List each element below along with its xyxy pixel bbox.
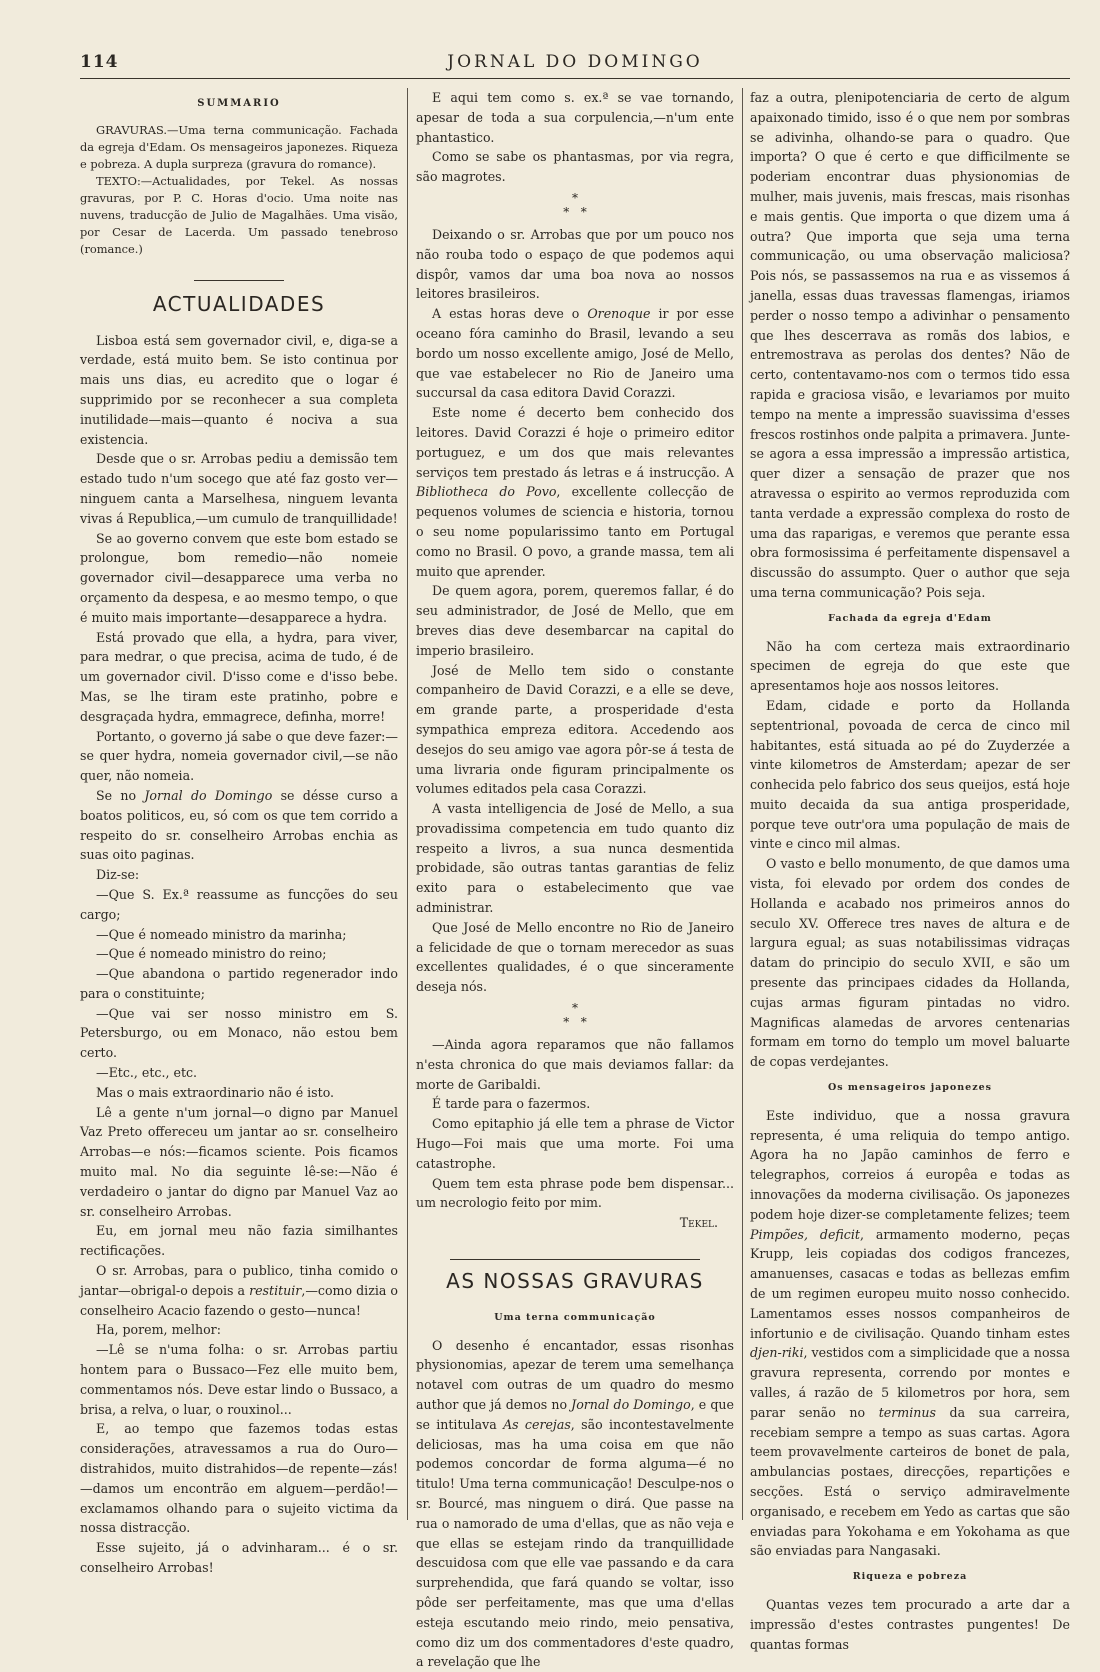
summary-gravuras: GRAVURAS.—Uma terna communicação. Fachada da egreja d'Edam. Os mensageiros japonezes. Riqueza e pobreza. A dupla surpreza (gravura do romance). xyxy=(80,122,398,171)
paragraph: Ha, porem, melhor: xyxy=(96,1322,221,1338)
paragraph: José de Mello tem sido o constante companheiro de David Corazzi, e a elle se deve, em grande parte, a prosperidade d'esta sympathica empreza editora. Accedendo aos desejos do seu amigo vae agora pôr-se á testa de uma livraria onde figuram principalmente os volumes editados pela casa Corazzi. xyxy=(416,662,734,797)
paragraph: De quem agora, porem, queremos fallar, é do seu administrador, de José de Mello, que em breves dias deve desembarcar na capital do imperio brasileiro. xyxy=(416,583,734,658)
page-header xyxy=(80,48,1070,76)
mensageiros-title: Os mensageiros japonezes xyxy=(827,1082,993,1094)
paragraph: Como se sabe os phantasmas, por via regra, são magrotes. xyxy=(416,149,734,185)
column-3 xyxy=(750,88,1070,1654)
riqueza-title: Riqueza e pobreza xyxy=(852,1571,968,1583)
paragraph: Se ao governo convem que este bom estado se prolongue, bom remedio—não nomeie governador civil—desapparece uma verba no orçamento da despesa, e ao mesmo tempo, o que é muito mais importante—desapparece a hydra. xyxy=(80,530,398,625)
paragraph: Portanto, o governo já sabe o que deve fazer:—se quer hydra, nomeia governador civil,—se não quer, não nomeia. xyxy=(80,728,398,784)
paragraph: Se no Jornal do Domingo se désse curso a boatos politicos, eu, só com os que tem corrido a respeito do sr. conselheiro Arrobas enchia as suas oito paginas. xyxy=(80,787,399,863)
paragraph: Edam, cidade e porto da Hollanda septentrional, povoada de cerca de cinco mil habitantes, está situada ao pé do Zuyderzée a vinte kilometros de Amsterdam; apezar de ser conhecida pelo fabrico dos seus queijos, está hoje muito decaida da sua antiga prosperidade, porque teve outr'ora uma população de mais de vinte e cinco mil almas. xyxy=(750,697,1070,852)
journal-title: JORNAL DO DOMINGO xyxy=(447,52,703,72)
paragraph: —Que é nomeado ministro do reino; xyxy=(96,946,327,962)
summary-texto: TEXTO:—Actualidades, por Tekel. As nossas gravuras, por P. C. Horas d'ocio. Uma noite nas nuvens, traducção de Julio de Magalhães. Uma visão, por Cesar de Lacerda. Um passado tenebroso (romance.) xyxy=(80,173,398,256)
actualidades-title: ACTUALIDADES xyxy=(152,291,326,316)
paragraph: Está provado que ella, a hydra, para viver, para medrar, o que precisa, acima de tudo, é de um governador civil. D'isso come e d'isso bebe. Mas, se lhe tiram este pratinho, pobre e desgraçada hydra, emmagrece, definha, morre! xyxy=(80,629,398,724)
gravuras-title: AS NOSSAS GRAVURAS xyxy=(446,1269,704,1294)
section-divider xyxy=(450,1259,700,1260)
paragraph: Quantas vezes tem procurado a arte dar a impressão d'estes contrastes pungentes! De quantas formas xyxy=(750,1596,1070,1652)
section-divider xyxy=(194,280,284,281)
paragraph: —Que S. Ex.ª reassume as funcções do seu cargo; xyxy=(80,886,398,922)
paragraph: Este individuo, que a nossa gravura representa, é uma reliquia do tempo antigo. Agora ha no Japão caminhos de ferro e telegraphos, correios á europêa e todas as innovações da moderna civilisação. Os japonezes podem hoje dizer-se completamente felizes; teem Pimpões, deficit, armamento moderno, peças Krupp, leis copiadas dos codigos francezes, amanuenses, casacas e todas as bellezas emfim de um regimen europeu muito nosso conhecido. Lamentamos esses nossos companheiros de infortunio e de civilisação. Quando tinham estes djen-riki, vestidos com a simplicidade que a nossa gravura representa, correndo por montes e valles, á razão de 5 kilometros por hora, sem parar senão no terminus da sua carreira, recebiam sempre a tempo as suas cartas. Agora teem provavelmente carteiros de bonet de pala, ambulancias postaes, direcções, repartições e secções. Está o serviço admiravelmente organisado, e recebem em Yedo as cartas que são enviadas para Yokohama e em Yokohama as que são enviadas para Nangasaki. xyxy=(750,1107,1070,1559)
paragraph: Esse sujeito, já o advinharam... é o sr. conselheiro Arrobas! xyxy=(80,1540,398,1575)
summary-title: SUMMARIO xyxy=(197,98,281,109)
section-stars: * * * xyxy=(563,1001,587,1030)
paragraph: E aqui tem como s. ex.ª se vae tornando, apesar de toda a sua corpulencia,—n'um ente phantastico. xyxy=(416,90,734,145)
paragraph: Não ha com certeza mais extraordinario specimen de egreja do que este que apresentamos hoje aos nossos leitores. xyxy=(750,638,1070,694)
paragraph: —Que abandona o partido regenerador indo para o constituinte; xyxy=(80,966,398,1001)
paragraph: O desenho é encantador, essas risonhas physionomias, apezar de terem uma semelhança notavel com outras de um quadro do mesmo author que já demos no Jornal do Domingo, e que se intitulava As cerejas, são incontestavelmente deliciosas, mas ha uma coisa em que não podemos concordar de forma alguma—é no titulo! Uma terna communicação! Desculpe-nos o sr. Bourcé, mas ninguem o dirá. Que passe na rua o namorado de uma d'ellas, que as não veja e que ellas se estejam rindo da tranquillidade descuidosa com que elle vae passando e da cara surprehendida, que fará quando se voltar, isso pôde ser perfeitamente, mas que uma d'ellas esteja escutando meio rindo, meio pensativa, como diz um dos commentadores d'este quadro, a revelação que lhe xyxy=(416,1337,734,1670)
paragraph: O sr. Arrobas, para o publico, tinha comido o jantar—obrigal-o depois a restituir,—como dizia o conselheiro Acacio fazendo o gesto—nunca! xyxy=(80,1263,398,1318)
paragraph: Como epitaphio já elle tem a phrase de Victor Hugo—Foi mais que uma morte. Foi uma catastrophe. xyxy=(416,1116,734,1171)
paragraph: Lisboa está sem governador civil, e, diga-se a verdade, está muito bem. Se isto continua por mais uns dias, eu acredito que o logar é supprimido por se reconhecer a sua completa inutilidade—mais—quanto é nociva a sua existencia. xyxy=(80,332,398,447)
paragraph: faz a outra, plenipotenciaria de certo de algum apaixonado timido, isso é o que nem por sombras se adivinha, olhando-se para o quadro. Que importa? O que é certo e que difficilmente se poderiam encontrar duas physionomias de mulher, mais juvenis, mais frescas, mais risonhas e mais gentis. Que importa o que dizem uma á outra? Que importa que seja uma terna communicação, ou uma observação maliciosa? Pois nós, se passassemos na rua e as vissemos á janella, essas duas travessas flamengas, iriamos perder o nosso tempo a adivinhar o pensamento que lhes descerrava as romãs dos labios, e entremostrava as perolas dos dentes? Não de certo, contentavamo-nos com o termos tido essa rapida e graciosa visão, e levariamos por muito tempo na mente a impressão suavissima d'esses frescos rostinhos onde palpita a primavera. Junte-se agora a essa impressão a impressão artistica, quer dizer a sensação de prazer que nos atravessa o espirito ao vermos reproduzida com tanta verdade a expressão complexa do rosto de uma das raparigas, e veremos que perante essa obra formosissima é perfeitamente dispensavel a discussão do assumpto. Quer o author que seja uma terna communicação? Pois seja. xyxy=(750,90,1070,600)
paragraph: Quem tem esta phrase pode bem dispensar... um necrologio feito por mim. xyxy=(416,1175,734,1211)
paragraph: —Lê se n'uma folha: o sr. Arrobas partiu hontem para o Bussaco—Fez elle muito bem, commentamos nós. Deve estar lindo o Bussaco, a brisa, a relva, o luar, o rouxinol... xyxy=(80,1342,398,1417)
paragraph: Que José de Mello encontre no Rio de Janeiro a felicidade de que o tornam merecedor as suas excellentes qualidades, é o que sinceramente deseja nós. xyxy=(416,919,734,995)
paragraph: E, ao tempo que fazemos todas estas considerações, atravessamos a rua do Ouro—distrahidos, muito distrahidos—de repente—zás!—damos um encontrão em alguem—perdão!—exclamamos olhando para o sujeito victima da nossa distracção. xyxy=(80,1421,398,1536)
paragraph: É tarde para o fazermos. xyxy=(432,1096,591,1112)
paragraph: Desde que o sr. Arrobas pediu a demissão tem estado tudo n'um socego que até faz gosto ver—ninguem canta a Marselhesa, ninguem levanta vivas á Republica,—um cumulo de tranquillidade! xyxy=(80,451,398,526)
paragraph: O vasto e bello monumento, de que damos uma vista, foi elevado por ordem dos condes de Hollanda e acabado nos primeiros annos do seculo XV. Offerece tres naves de altura e de largura egual; as suas notabilissimas vidraças datam do principio do seculo XVII, e são um presente das principaes cidades da Hollanda, cujas armas figuram pintadas no vidro. Magnificas alamedas de arvores centenarias formam em torno do templo um movel baluarte de copas verdejantes. xyxy=(750,856,1070,1070)
paragraph: —Ainda agora reparamos que não fallamos n'esta chronica do que mais deviamos fallar: da morte de Garibaldi. xyxy=(416,1037,734,1092)
paragraph: Diz-se: xyxy=(96,867,140,883)
summary-section xyxy=(80,94,398,258)
paragraph: Este nome é decerto bem conhecido dos leitores. David Corazzi é hoje o primeiro editor portuguez, e um dos que mais relevantes serviços tem prestado ás letras e á instrucção. A Bibliotheca do Povo, excellente collecção de pequenos volumes de sciencia e historia, tornou o seu nome popularissimo tanto em Portugal como no Brasil. O povo, a grande massa, tem ali muito que aprender. xyxy=(416,405,734,579)
column-1 xyxy=(80,88,398,1578)
terna-title: Uma terna communicação xyxy=(494,1311,656,1323)
paragraph: A vasta intelligencia de José de Mello, a sua provadissima competencia em tudo quanto diz respeito a livros, a sua nunca desmentida probidade, são outras tantas garantias de feliz exito para o estabelecimento que vae administrar. xyxy=(416,801,734,916)
paragraph: Eu, em jornal meu não fazia similhantes rectificações. xyxy=(80,1223,398,1259)
paragraph: —Que vai ser nosso ministro em S. Petersburgo, ou em Monaco, não estou bem certo. xyxy=(80,1005,398,1061)
page-number: 114 xyxy=(80,52,119,72)
column-2 xyxy=(416,88,734,1672)
paragraph: Lê a gente n'um jornal—o digno par Manuel Vaz Preto offereceu um jantar ao sr. conselheiro Arrobas—e nós:—ficamos sciente. Pois ficamos muito mal. No dia seguinte lê-se:—Não é verdadeiro o jantar do digno par Manuel Vaz ao sr. conselheiro Arrobas. xyxy=(80,1104,398,1219)
section-stars: * * * xyxy=(563,190,587,219)
paragraph: —Etc., etc., etc. xyxy=(96,1065,198,1081)
header-rule xyxy=(80,78,1070,79)
paragraph: Deixando o sr. Arrobas que por um pouco nos não rouba todo o espaço de que podemos aqui dispôr, vamos dar uma boa nova ao nossos leitores brasileiros. xyxy=(416,226,734,302)
paragraph: —Que é nomeado ministro da marinha; xyxy=(96,926,347,942)
column-divider xyxy=(407,88,408,1520)
author-signature: Tekel. xyxy=(679,1215,718,1231)
paragraph: A estas horas deve o Orenoque ir por esse oceano fóra caminho do Brasil, levando a seu bordo um nosso excellente amigo, José de Mello, que vae estabelecer no Rio de Janeiro uma succursal da casa editora David Corazzi. xyxy=(416,306,734,401)
paragraph: Mas o mais extraordinario não é isto. xyxy=(96,1084,335,1100)
fachada-title: Fachada da egreja d'Edam xyxy=(828,612,992,624)
column-divider xyxy=(742,88,743,1520)
